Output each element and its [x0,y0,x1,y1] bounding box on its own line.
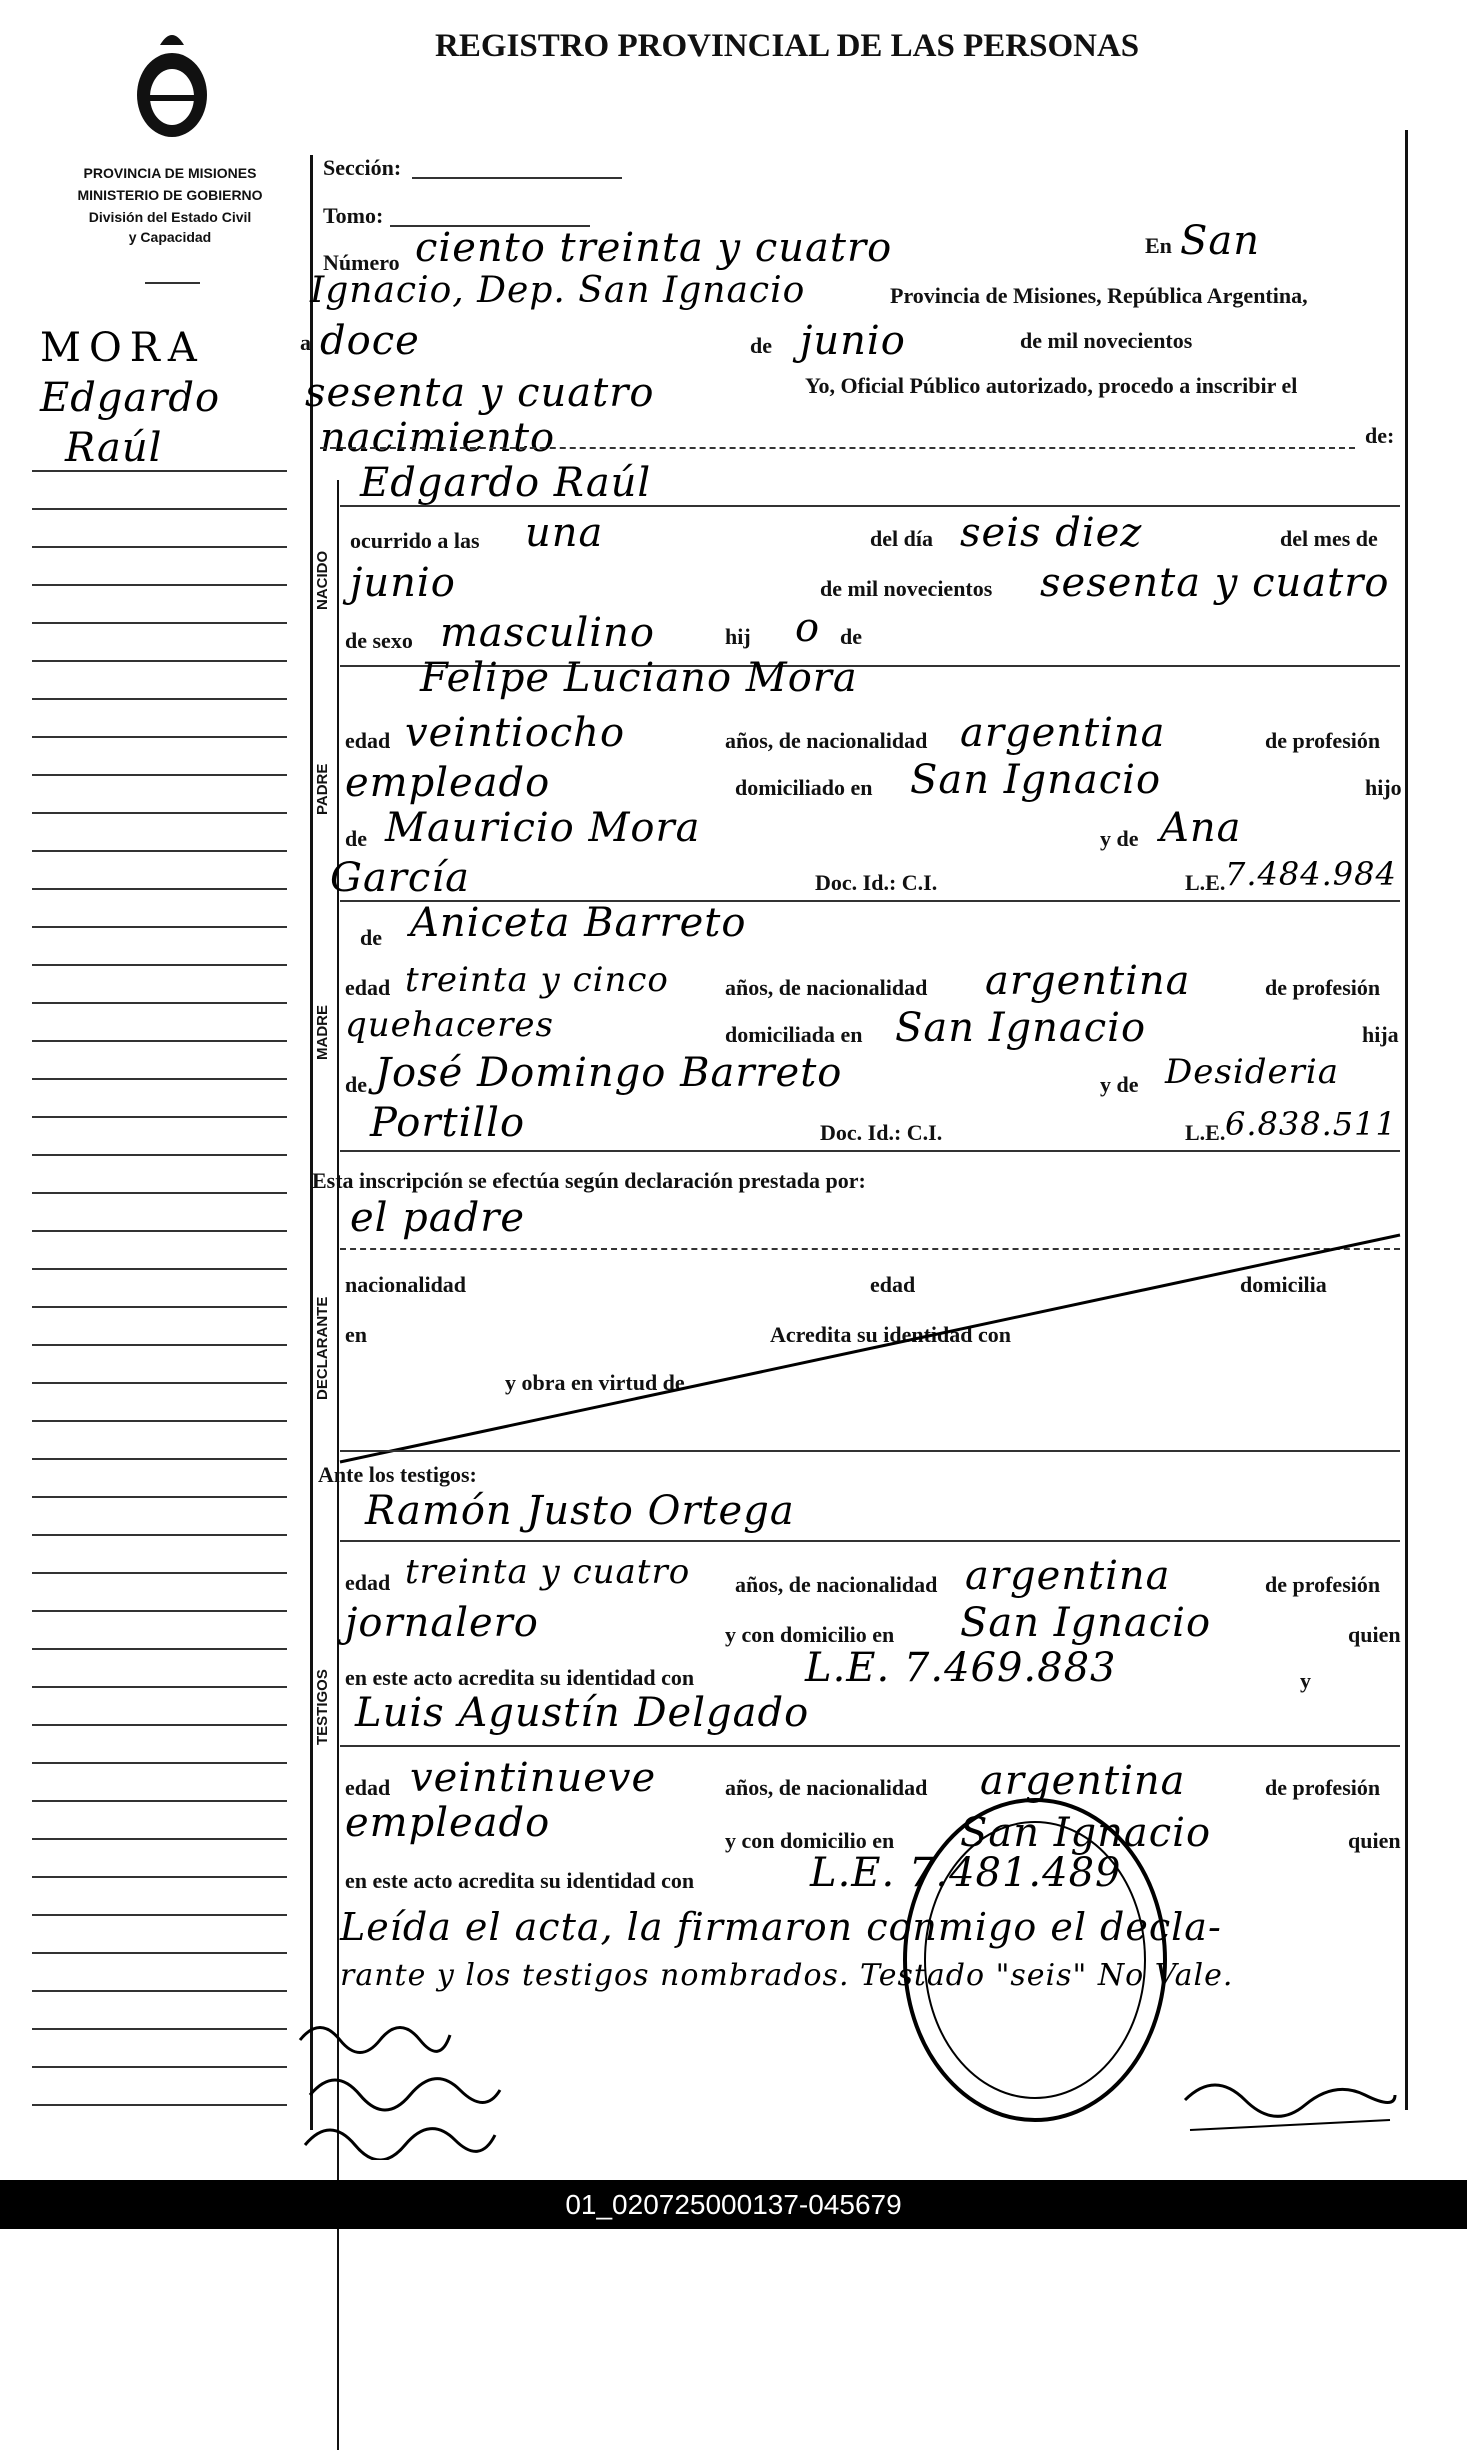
nacionalidad-t2-label: años, de nacionalidad [725,1775,928,1800]
en-decl-label: en [345,1322,367,1347]
esta-inscripcion-label: Esta inscripción se efectúa según declaración prestada por: [312,1168,866,1193]
ocurrido-label: ocurrido a las [350,528,480,553]
edad-t2-label: edad [345,1775,391,1800]
domicilia-label: domicilia [1240,1272,1327,1297]
domiciliado-label: domiciliado en [735,775,873,800]
margin-rule [32,1838,287,1840]
y-label: y [1300,1668,1311,1693]
margin-rule [32,1610,287,1612]
cancel-stroke [330,1230,1410,1470]
sexo-value: masculino [440,610,655,656]
signatures [290,2010,690,2160]
padre-domicilio: San Ignacio [910,757,1162,803]
margin-given-name: Edgardo [40,375,221,421]
de-mil-label-2: de mil novecientos [820,576,993,601]
madre-profesion: quehaceres [345,1005,554,1045]
margin-rule [32,1496,287,1498]
declarante-value: el padre [350,1195,526,1241]
margin-rule [32,1648,287,1650]
del-dia-label: del día [870,526,933,551]
madre-nombre: Aniceta Barreto [410,900,747,946]
en-label: En [1145,233,1172,258]
padre-nacionalidad: argentina [960,710,1166,756]
margin-rule [32,1268,287,1270]
margin-given-name: Raúl [65,425,163,471]
margin-rule [32,1116,287,1118]
hij-suffix-value: o [795,605,821,651]
seccion-label: Sección: [323,155,402,180]
padre-edad: veintiocho [405,710,626,756]
padre-le: 7.484.984 [1225,855,1397,893]
testigo1-domicilio: San Ignacio [960,1600,1212,1646]
section-nacido: NACIDO [314,550,331,610]
de-label: de [750,333,772,358]
abuela-paterna-1: Ana [1160,805,1242,851]
cierre-linea-2: rante y los testigos nombrados. Testado "seis" No Vale. [340,1958,1234,1993]
provincia-label: Provincia de Misiones, República Argentina, [890,283,1308,308]
margin-rule [32,1876,287,1878]
ante-testigos-label: Ante los testigos: [318,1462,477,1487]
margin-rule [32,1762,287,1764]
margin-rule [32,774,287,776]
edad-t1-label: edad [345,1570,391,1595]
de-colon-label: de: [1365,423,1395,448]
margin-rule [32,2028,287,2030]
dia-value: doce [320,318,420,364]
margin-rule [32,1534,287,1536]
office-line: División del Estado Civil [88,209,252,225]
padre-nombre: Felipe Luciano Mora [420,655,858,701]
abuela-materna-1: Desideria [1165,1052,1339,1092]
testigo1-nacionalidad: argentina [965,1553,1171,1599]
section-madre: MADRE [314,1005,331,1060]
margin-rule [32,964,287,966]
acta-tipo-value: nacimiento [320,415,556,461]
testigo1-edad: treinta y cuatro [405,1552,691,1592]
hijo-label: hijo [1365,775,1402,800]
profesion-t2-label: de profesión [1265,1775,1381,1800]
quien-label: quien [1348,1622,1401,1647]
doc-label-2: Doc. Id.: C.I. [820,1120,943,1145]
en-este-label-2: en este acto acredita su identidad con [345,1868,695,1893]
nacionalidad-t1-label: años, de nacionalidad [735,1572,938,1597]
office-block [40,165,300,245]
sexo-label: de sexo [345,628,413,653]
edad-label: edad [345,728,391,753]
con-domicilio-label: y con domicilio en [725,1622,895,1647]
testigo1-nombre: Ramón Justo Ortega [365,1488,795,1534]
edad-decl-label: edad [870,1272,916,1297]
y-de-label-2: y de [1100,1072,1139,1097]
margin-rule [32,1686,287,1688]
con-domicilio-label-2: y con domicilio en [725,1828,895,1853]
hij-label: hij [725,624,751,649]
dia-nacimiento-value: seis diez [960,510,1143,556]
margin-rule [32,1040,287,1042]
en-este-label: en este acto acredita su identidad con [345,1665,695,1690]
nacionalidad-label-2: años, de nacionalidad [725,975,928,1000]
margin-rule [32,1192,287,1194]
margin-rule [32,660,287,662]
margin-rule [32,698,287,700]
nacionalidad-decl-label: nacionalidad [345,1272,467,1297]
testigo2-nombre: Luis Agustín Delgado [355,1690,810,1736]
abuela-materna-2: Portillo [370,1100,526,1146]
abuelo-materno: José Domingo Barreto [375,1050,843,1096]
margin-rule [32,622,287,624]
margin-rule [32,736,287,738]
de-label-3: de [345,826,367,851]
anio-nacimiento-value: sesenta y cuatro [1040,560,1390,606]
margin-rule [32,1952,287,1954]
section-declarante: DECLARANTE [314,1296,331,1400]
le-label: L.E. [1185,870,1226,895]
edad-label-2: edad [345,975,391,1000]
mes-value: junio [800,318,906,364]
de-label-2: de [840,624,862,649]
yo-label: Yo, Oficial Público autorizado, procedo a inscribir el [805,373,1298,398]
margin-rule [32,546,287,548]
profesion-label: de profesión [1265,728,1381,753]
tomo-label: Tomo: [323,203,384,228]
a-label: a [300,330,311,355]
del-mes-label: del mes de [1280,526,1378,551]
margin-rule [32,1306,287,1308]
office-line: MINISTERIO DE GOBIERNO [77,187,263,203]
margin-rule [32,2066,287,2068]
numero-value: ciento treinta y cuatro [415,225,893,271]
doc-label: Doc. Id.: C.I. [815,870,938,895]
hija-label: hija [1362,1022,1399,1047]
acredita-label: Acredita su identidad con [770,1322,1012,1347]
official-signature [1180,2060,1400,2150]
testigo2-edad: veintinueve [410,1755,657,1801]
document-title: REGISTRO PROVINCIAL DE LAS PERSONAS [435,28,1140,64]
footer-id: 01_020725000137-045679 [0,2180,1467,2229]
margin-rule [32,812,287,814]
testigo1-profesion: jornalero [345,1600,539,1646]
madre-nacionalidad: argentina [985,958,1191,1004]
testigo2-domicilio: San Ignacio [960,1810,1212,1856]
margin-rule [32,1420,287,1422]
office-line: PROVINCIA DE MISIONES [83,165,257,181]
madre-le: 6.838.511 [1225,1105,1397,1143]
margin-rule [32,888,287,890]
margin-rule [32,2104,287,2106]
lugar-value: Ignacio, Dep. San Ignacio [310,270,806,311]
y-de-label: y de [1100,826,1139,851]
de-mil-label: de mil novecientos [1020,328,1193,353]
nacionalidad-label: años, de nacionalidad [725,728,928,753]
de-label-5: de [345,1072,367,1097]
section-padre: PADRE [314,763,331,815]
margin-rule [32,470,287,472]
margin-rule [32,1724,287,1726]
le-label-2: L.E. [1185,1120,1226,1145]
margin-rule [32,1382,287,1384]
profesion-label-2: de profesión [1265,975,1381,1000]
margin-rule [32,1914,287,1916]
official-seal-stamp [895,1790,1175,2130]
margin-rule [32,584,287,586]
margin-rule [32,1990,287,1992]
hora-value: una [525,510,604,556]
lugar-en-value: San [1180,218,1261,264]
domiciliada-label: domiciliada en [725,1022,863,1047]
margin-rule [32,1154,287,1156]
margin-rule [32,1344,287,1346]
margin-rule [32,850,287,852]
margin-rule [32,1458,287,1460]
margin-surname: MORA [40,325,205,371]
madre-domicilio: San Ignacio [895,1005,1147,1051]
coat-of-arms-icon [130,25,215,145]
testigo2-nacionalidad: argentina [980,1758,1186,1804]
obra-label: y obra en virtud de [505,1370,685,1395]
padre-profesion: empleado [345,760,551,806]
testigo2-profesion: empleado [345,1800,551,1846]
margin-rule [32,1230,287,1232]
testigo2-documento: L.E. 7.481.489 [810,1850,1122,1896]
margin-rule [32,1572,287,1574]
section-testigos: TESTIGOS [314,1669,331,1745]
quien-label-2: quien [1348,1828,1401,1853]
margin-rule [32,1002,287,1004]
margin-rule [32,508,287,510]
abuela-paterna-2: García [330,855,470,901]
anio-value: sesenta y cuatro [305,370,655,416]
testigo1-documento: L.E. 7.469.883 [805,1645,1117,1691]
office-line: y Capacidad [128,229,212,245]
margin-rule [32,1800,287,1802]
de-label-4: de [360,925,382,950]
abuelo-paterno: Mauricio Mora [385,805,701,851]
nombre-nacido: Edgardo Raúl [360,460,652,506]
numero-label: Número [323,250,400,275]
madre-edad: treinta y cinco [405,960,669,1000]
margin-rule [32,926,287,928]
mes-nacimiento-value: junio [350,560,456,606]
margin-rule [32,1078,287,1080]
profesion-t1-label: de profesión [1265,1572,1381,1597]
cierre-linea-1: Leída el acta, la firmaron conmigo el decla- [340,1905,1222,1949]
